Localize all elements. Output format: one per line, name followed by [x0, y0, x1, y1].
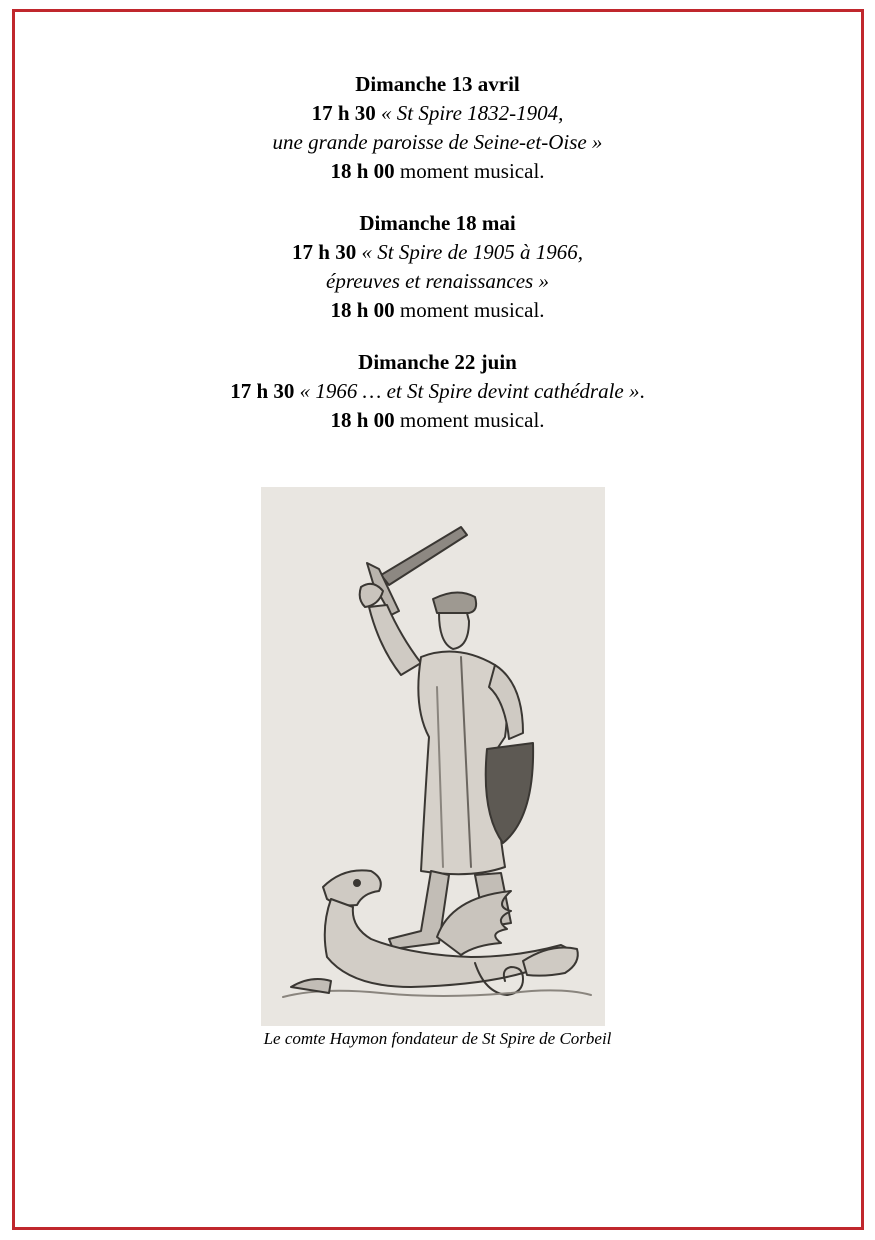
talk-title: « St Spire 1832-1904,	[381, 101, 564, 125]
music-label: moment musical.	[399, 298, 545, 322]
talk-title: « 1966 … et St Spire devint cathédrale »	[299, 379, 640, 403]
talk-line	[0, 377, 875, 406]
music-label: moment musical.	[399, 159, 545, 183]
talk-title-continued: une grande paroisse de Seine-et-Oise »	[272, 130, 603, 154]
event-date: Dimanche 18 mai	[359, 211, 516, 235]
music-time: 18 h 00	[330, 408, 395, 432]
engraving-image	[261, 487, 605, 1026]
music-label: moment musical.	[399, 408, 545, 432]
music-time: 18 h 00	[330, 159, 395, 183]
figure-caption: Le comte Haymon fondateur de St Spire de Corbeil	[263, 1029, 612, 1048]
count-haymon-engraving-drawing	[261, 487, 605, 1026]
talk-line	[0, 99, 875, 128]
music-line	[0, 157, 875, 186]
talk-time: 17 h 30	[292, 240, 357, 264]
events-list	[0, 70, 875, 458]
event-1	[0, 70, 875, 186]
music-line	[0, 296, 875, 325]
event-date: Dimanche 13 avril	[355, 72, 520, 96]
event-2	[0, 209, 875, 325]
talk-title: « St Spire de 1905 à 1966,	[361, 240, 583, 264]
music-time: 18 h 00	[330, 298, 395, 322]
talk-title-continued: épreuves et renaissances »	[326, 269, 549, 293]
event-3	[0, 348, 875, 435]
event-date: Dimanche 22 juin	[358, 350, 517, 374]
talk-line	[0, 238, 875, 267]
talk-title-period: .	[639, 379, 645, 403]
music-line	[0, 406, 875, 435]
talk-time: 17 h 30	[311, 101, 376, 125]
talk-time: 17 h 30	[230, 379, 295, 403]
